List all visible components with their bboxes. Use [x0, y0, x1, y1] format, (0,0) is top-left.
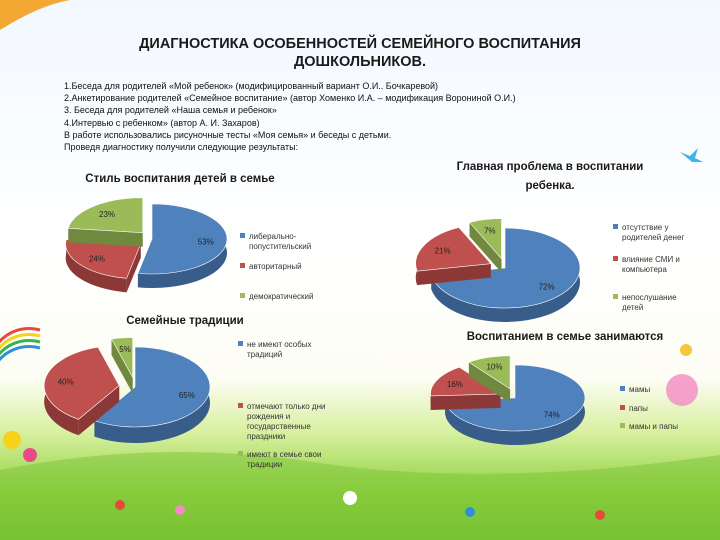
chart-title-main-problem-line-2: ребенка. [525, 180, 575, 192]
legend-entry-3: мамы и папы [629, 422, 678, 431]
chart-family-traditions [30, 332, 350, 482]
data-label: 72% [538, 282, 555, 292]
legend-entry-2: рождения и [247, 412, 291, 421]
flower-blue [465, 507, 475, 517]
flower-red-1 [115, 500, 125, 510]
data-label: 53% [197, 237, 214, 247]
legend-entry-1: либерально- [249, 232, 297, 241]
legend-swatch-1 [238, 341, 243, 346]
legend-entry-3: имеют в семье свои [247, 450, 322, 459]
legend-entry-1: отсутствие у [622, 223, 669, 232]
data-label: 7% [483, 226, 496, 236]
legend-swatch-1 [620, 386, 625, 391]
legend-swatch-3 [613, 294, 618, 299]
legend-swatch-3 [620, 423, 625, 428]
legend-entry-2: папы [629, 404, 648, 413]
legend-swatch-2 [240, 263, 245, 268]
page-title [110, 35, 610, 71]
legend-entry-2: влияние СМИ и [622, 255, 680, 264]
data-label: 10% [486, 362, 503, 372]
legend-entry-2: государственные [247, 422, 311, 431]
pie-slice-2 [66, 240, 141, 293]
intro-line: 3. Беседа для родителей «Наша семья и ребенок» [64, 105, 277, 116]
legend-swatch-2 [620, 405, 625, 410]
legend-entry-2: праздники [247, 432, 286, 441]
chart-main-problem [395, 210, 715, 325]
data-label: 74% [543, 410, 560, 420]
intro-line: 1.Беседа для родителей «Мой ребенок» (модифицированный вариант О.И.. Бочкаревой) [64, 81, 439, 91]
intro-line: Проведя диагностику получили следующие результаты: [64, 142, 299, 153]
chart-title-main-problem [430, 158, 670, 196]
legend-entry-1: родителей денег [622, 233, 685, 242]
legend-entry-3: демократический [249, 292, 314, 301]
legend-entry-1: не имеют особых [247, 340, 312, 349]
legend-swatch-1 [240, 233, 245, 238]
data-label: 65% [178, 391, 195, 401]
legend-swatch-3 [240, 293, 245, 298]
flower-yellow [3, 431, 21, 449]
sun-corner [0, 0, 70, 30]
legend-entry-1: традиций [247, 350, 283, 359]
legend-entry-3: непослушание [622, 293, 677, 302]
data-label: 40% [57, 377, 74, 387]
bird-icon [680, 148, 703, 162]
chart-title-who-raises: Воспитанием в семье занимаются [466, 331, 664, 343]
flower-pink-2 [175, 505, 185, 515]
data-label: 16% [446, 379, 463, 389]
page-title-line-1: ДИАГНОСТИКА ОСОБЕННОСТЕЙ СЕМЕЙНОГО ВОСПИТАНИЯ [139, 36, 581, 52]
data-label: 23% [99, 209, 116, 219]
legend-entry-1: попустительский [249, 242, 312, 251]
legend-swatch-2 [613, 256, 618, 261]
chart-title-main-problem-line-1: Главная проблема в воспитании [456, 161, 644, 173]
legend-swatch-2 [238, 403, 243, 408]
legend-swatch-3 [238, 451, 243, 456]
legend-entry-3: детей [622, 303, 644, 312]
legend-entry-2: отмечают только дни [247, 402, 326, 411]
chart-title-upbringing-style: Стиль воспитания детей в семье [85, 173, 275, 185]
intro-line: В работе использовались рисуночные тесты «Моя семья» и беседы с детьми. [64, 129, 392, 140]
page-title-line-2: ДОШКОЛЬНИКОВ. [293, 54, 427, 70]
chart-title-family-traditions: Семейные традиции [126, 315, 244, 327]
intro-line: 4.Интервью с ребенком» (автор А. И. Захаров) [64, 117, 260, 128]
legend-entry-2: компьютера [622, 265, 667, 274]
data-label: 21% [434, 246, 451, 256]
data-label: 5% [119, 344, 131, 354]
flower-white [343, 491, 357, 505]
legend-entry-1: мамы [629, 385, 651, 394]
legend-entry-2: авторитарный [249, 262, 302, 271]
data-label: 24% [88, 254, 105, 264]
pie-slice-3 [68, 198, 142, 247]
intro-text [64, 80, 624, 153]
legend-entry-3: традиции [247, 460, 283, 469]
intro-line: 2.Анкетирование родителей «Семейное воспитание» (автор Хоменко И.А. – модификация Ворониной О.И.) [64, 93, 516, 104]
flower-red-2 [595, 510, 605, 520]
legend-swatch-1 [613, 224, 618, 229]
chart-who-raises [420, 356, 715, 456]
chart-upbringing-style [30, 195, 340, 320]
